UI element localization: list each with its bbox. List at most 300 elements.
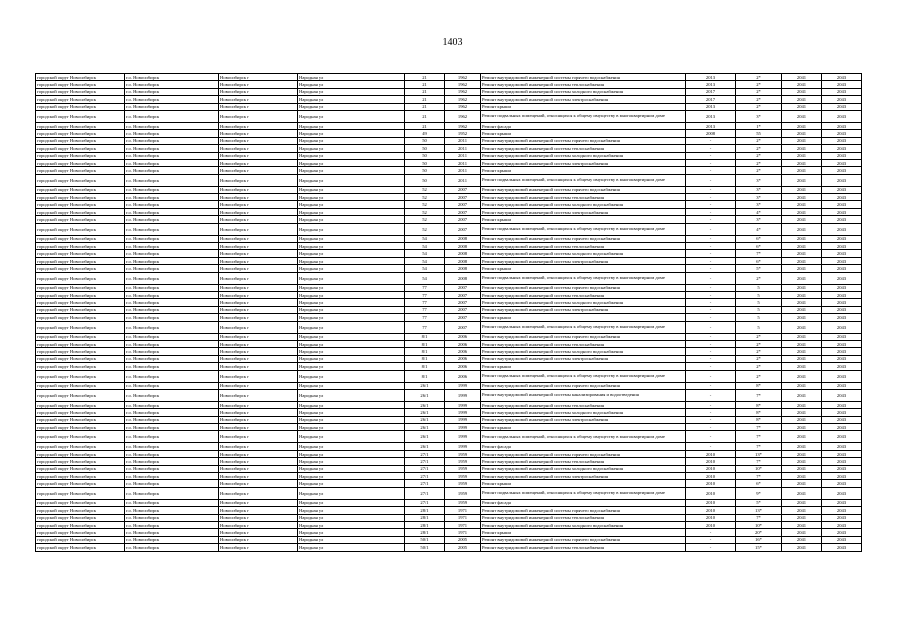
last-repair-cell: 2017 [686, 96, 736, 103]
district-cell: г.о. Новосибирск [125, 96, 219, 103]
municipality-cell: городской округ Новосибирск [36, 480, 125, 487]
work-type-cell: Ремонт подвальных помещений, относящихся к общему имуществу в многоквартирном доме [481, 272, 686, 284]
municipality-cell: городской округ Новосибирск [36, 487, 125, 499]
city-cell: Новосибирск г [219, 265, 298, 272]
district-cell: г.о. Новосибирск [125, 306, 219, 313]
city-cell: Новосибирск г [219, 333, 298, 340]
table-row [36, 145, 862, 152]
last-repair-cell: - [686, 529, 736, 536]
house-cell: 21 [405, 110, 445, 122]
city-cell: Новосибирск г [219, 145, 298, 152]
table-row [36, 103, 862, 110]
district-cell: г.о. Новосибирск [125, 416, 219, 423]
work-type-cell: Ремонт внутридомовой инженерной системы горячего водоснабжения [481, 333, 686, 340]
city-cell: Новосибирск г [219, 514, 298, 521]
period-to-cell: 2043 [822, 536, 862, 543]
built-year-cell: 1959 [445, 473, 481, 480]
district-cell: г.о. Новосибирск [125, 507, 219, 514]
city-cell: Новосибирск г [219, 74, 298, 81]
street-cell: Народная ул [298, 465, 405, 472]
work-type-cell: Ремонт подвальных помещений, относящихся к общему имуществу в многоквартирном доме [481, 174, 686, 186]
municipality-cell: городской округ Новосибирск [36, 216, 125, 223]
municipality-cell: городской округ Новосибирск [36, 389, 125, 401]
district-cell: г.о. Новосибирск [125, 145, 219, 152]
district-cell: г.о. Новосибирск [125, 284, 219, 291]
built-year-cell: 1959 [445, 450, 481, 457]
period-to-cell: 2043 [822, 314, 862, 321]
street-cell: Народная ул [298, 130, 405, 137]
period-from-cell: 2041 [782, 145, 822, 152]
last-repair-cell: - [686, 243, 736, 250]
built-year-cell: 2006 [445, 363, 481, 370]
work-type-cell: Ремонт внутридомовой инженерной системы холодного водоснабжения [481, 88, 686, 95]
house-cell: 50 [405, 159, 445, 166]
house-cell: 54 [405, 250, 445, 257]
priority-cell: 6* [736, 480, 782, 487]
period-to-cell: 2043 [822, 137, 862, 144]
built-year-cell: 1999 [445, 409, 481, 416]
city-cell: Новосибирск г [219, 409, 298, 416]
city-cell: Новосибирск г [219, 201, 298, 208]
work-type-cell: Ремонт внутридомовой инженерной системы горячего водоснабжения [481, 450, 686, 457]
district-cell: г.о. Новосибирск [125, 122, 219, 129]
period-to-cell: 2043 [822, 409, 862, 416]
period-from-cell: 2041 [782, 409, 822, 416]
built-year-cell: 2011 [445, 167, 481, 174]
built-year-cell: 1959 [445, 499, 481, 506]
house-cell: 8/1 [405, 348, 445, 355]
period-to-cell: 2043 [822, 122, 862, 129]
priority-cell: 2* [736, 88, 782, 95]
street-cell: Народная ул [298, 370, 405, 382]
priority-cell: 5* [736, 265, 782, 272]
last-repair-cell: - [686, 536, 736, 543]
last-repair-cell: - [686, 145, 736, 152]
table-row [36, 544, 862, 551]
table-row [36, 409, 862, 416]
municipality-cell: городской округ Новосибирск [36, 159, 125, 166]
built-year-cell: 2007 [445, 201, 481, 208]
work-type-cell: Ремонт внутридомовой инженерной системы теплоснабжения [481, 243, 686, 250]
priority-cell: 2* [736, 370, 782, 382]
period-from-cell: 2041 [782, 299, 822, 306]
house-cell: 26/1 [405, 424, 445, 431]
house-cell: 50 [405, 145, 445, 152]
district-cell: г.о. Новосибирск [125, 81, 219, 88]
built-year-cell: 2007 [445, 321, 481, 333]
city-cell: Новосибирск г [219, 382, 298, 389]
last-repair-cell: - [686, 216, 736, 223]
built-year-cell: 2006 [445, 355, 481, 362]
city-cell: Новосибирск г [219, 363, 298, 370]
last-repair-cell: - [686, 363, 736, 370]
table-row [36, 243, 862, 250]
table-row [36, 257, 862, 264]
period-from-cell: 2041 [782, 216, 822, 223]
street-cell: Народная ул [298, 257, 405, 264]
house-cell: 8/1 [405, 333, 445, 340]
priority-cell: 2* [736, 167, 782, 174]
table-row [36, 340, 862, 347]
work-type-cell: Ремонт внутридомовой инженерной системы электроснабжения [481, 355, 686, 362]
built-year-cell: 1999 [445, 431, 481, 443]
street-cell: Народная ул [298, 96, 405, 103]
work-type-cell: Ремонт крыши [481, 216, 686, 223]
city-cell: Новосибирск г [219, 487, 298, 499]
priority-cell: 5 [736, 291, 782, 298]
last-repair-cell: 2013 [686, 103, 736, 110]
municipality-cell: городской округ Новосибирск [36, 314, 125, 321]
house-cell: 54 [405, 265, 445, 272]
street-cell: Народная ул [298, 110, 405, 122]
district-cell: г.о. Новосибирск [125, 243, 219, 250]
period-to-cell: 2043 [822, 465, 862, 472]
last-repair-cell: - [686, 208, 736, 215]
period-to-cell: 2043 [822, 487, 862, 499]
period-to-cell: 2043 [822, 473, 862, 480]
municipality-cell: городской округ Новосибирск [36, 88, 125, 95]
street-cell: Народная ул [298, 306, 405, 313]
period-to-cell: 2043 [822, 208, 862, 215]
city-cell: Новосибирск г [219, 536, 298, 543]
priority-cell: 2* [736, 81, 782, 88]
street-cell: Народная ул [298, 536, 405, 543]
period-to-cell: 2043 [822, 291, 862, 298]
last-repair-cell: - [686, 355, 736, 362]
work-type-cell: Ремонт фасада [481, 122, 686, 129]
priority-cell: 6* [736, 235, 782, 242]
house-cell: 21 [405, 88, 445, 95]
built-year-cell: 1999 [445, 389, 481, 401]
street-cell: Народная ул [298, 487, 405, 499]
period-from-cell: 2041 [782, 314, 822, 321]
period-from-cell: 2041 [782, 465, 822, 472]
table-row [36, 480, 862, 487]
period-to-cell: 2043 [822, 174, 862, 186]
municipality-cell: городской округ Новосибирск [36, 348, 125, 355]
municipality-cell: городской округ Новосибирск [36, 340, 125, 347]
period-from-cell: 2041 [782, 370, 822, 382]
period-to-cell: 2043 [822, 194, 862, 201]
priority-cell: 3* [736, 174, 782, 186]
table-row [36, 348, 862, 355]
last-repair-cell: 2010 [686, 521, 736, 528]
period-to-cell: 2043 [822, 265, 862, 272]
work-type-cell: Ремонт внутридомовой инженерной системы теплоснабжения [481, 291, 686, 298]
house-cell: 77 [405, 306, 445, 313]
period-from-cell: 2041 [782, 194, 822, 201]
built-year-cell: 1959 [445, 480, 481, 487]
period-to-cell: 2043 [822, 186, 862, 193]
municipality-cell: городской округ Новосибирск [36, 81, 125, 88]
work-type-cell: Ремонт крыши [481, 480, 686, 487]
table-row [36, 431, 862, 443]
work-type-cell: Ремонт внутридомовой инженерной системы канализирования и водоотведения [481, 389, 686, 401]
municipality-cell: городской округ Новосибирск [36, 122, 125, 129]
period-from-cell: 2041 [782, 103, 822, 110]
built-year-cell: 2011 [445, 159, 481, 166]
priority-cell: 8* [736, 401, 782, 408]
street-cell: Народная ул [298, 382, 405, 389]
period-to-cell: 2043 [822, 443, 862, 450]
municipality-cell: городской округ Новосибирск [36, 458, 125, 465]
priority-cell: 3* [736, 186, 782, 193]
priority-cell: 2* [736, 152, 782, 159]
house-cell: 52 [405, 223, 445, 235]
period-from-cell: 2041 [782, 243, 822, 250]
street-cell: Народная ул [298, 88, 405, 95]
priority-cell: 20* [736, 529, 782, 536]
table-row [36, 122, 862, 129]
table-row [36, 314, 862, 321]
period-to-cell: 2043 [822, 382, 862, 389]
work-type-cell: Ремонт фасада [481, 443, 686, 450]
period-to-cell: 2043 [822, 130, 862, 137]
city-cell: Новосибирск г [219, 174, 298, 186]
table-row [36, 389, 862, 401]
house-cell: 52 [405, 201, 445, 208]
period-from-cell: 2041 [782, 306, 822, 313]
priority-cell: 3* [736, 201, 782, 208]
period-to-cell: 2043 [822, 416, 862, 423]
built-year-cell: 2005 [445, 544, 481, 551]
priority-cell: 6* [736, 257, 782, 264]
last-repair-cell: - [686, 257, 736, 264]
house-cell: 27/1 [405, 499, 445, 506]
work-type-cell: Ремонт подвальных помещений, относящихся к общему имуществу в многоквартирном доме [481, 431, 686, 443]
period-to-cell: 2043 [822, 159, 862, 166]
period-to-cell: 2043 [822, 243, 862, 250]
city-cell: Новосибирск г [219, 370, 298, 382]
work-type-cell: Ремонт крыши [481, 529, 686, 536]
house-cell: 21 [405, 103, 445, 110]
street-cell: Народная ул [298, 409, 405, 416]
district-cell: г.о. Новосибирск [125, 389, 219, 401]
priority-cell: 5 [736, 299, 782, 306]
municipality-cell: городской округ Новосибирск [36, 465, 125, 472]
district-cell: г.о. Новосибирск [125, 265, 219, 272]
last-repair-cell: 2013 [686, 81, 736, 88]
municipality-cell: городской округ Новосибирск [36, 306, 125, 313]
street-cell: Народная ул [298, 265, 405, 272]
priority-cell: 5* [736, 499, 782, 506]
period-from-cell: 2041 [782, 473, 822, 480]
street-cell: Народная ул [298, 81, 405, 88]
house-cell: 26/1 [405, 409, 445, 416]
municipality-cell: городской округ Новосибирск [36, 382, 125, 389]
municipality-cell: городской округ Новосибирск [36, 450, 125, 457]
period-from-cell: 2041 [782, 96, 822, 103]
period-to-cell: 2043 [822, 529, 862, 536]
last-repair-cell: - [686, 159, 736, 166]
last-repair-cell: 2010 [686, 473, 736, 480]
city-cell: Новосибирск г [219, 272, 298, 284]
table-row [36, 152, 862, 159]
municipality-cell: городской округ Новосибирск [36, 499, 125, 506]
table-row [36, 284, 862, 291]
table-row [36, 536, 862, 543]
street-cell: Народная ул [298, 514, 405, 521]
district-cell: г.о. Новосибирск [125, 514, 219, 521]
period-to-cell: 2043 [822, 272, 862, 284]
period-from-cell: 2041 [782, 401, 822, 408]
district-cell: г.о. Новосибирск [125, 544, 219, 551]
built-year-cell: 1971 [445, 507, 481, 514]
work-type-cell: Ремонт крыши [481, 363, 686, 370]
street-cell: Народная ул [298, 74, 405, 81]
city-cell: Новосибирск г [219, 216, 298, 223]
city-cell: Новосибирск г [219, 499, 298, 506]
municipality-cell: городской округ Новосибирск [36, 514, 125, 521]
district-cell: г.о. Новосибирск [125, 521, 219, 528]
priority-cell: 2* [736, 355, 782, 362]
house-cell: 26/1 [405, 401, 445, 408]
period-from-cell: 2041 [782, 137, 822, 144]
street-cell: Народная ул [298, 401, 405, 408]
municipality-cell: городской округ Новосибирск [36, 167, 125, 174]
city-cell: Новосибирск г [219, 424, 298, 431]
house-cell: 54 [405, 272, 445, 284]
district-cell: г.о. Новосибирск [125, 480, 219, 487]
house-cell: 77 [405, 291, 445, 298]
district-cell: г.о. Новосибирск [125, 536, 219, 543]
period-to-cell: 2043 [822, 355, 862, 362]
last-repair-cell: - [686, 250, 736, 257]
period-to-cell: 2043 [822, 235, 862, 242]
table-row [36, 110, 862, 122]
work-type-cell: Ремонт внутридомовой инженерной системы теплоснабжения [481, 145, 686, 152]
street-cell: Народная ул [298, 103, 405, 110]
municipality-cell: городской округ Новосибирск [36, 201, 125, 208]
city-cell: Новосибирск г [219, 544, 298, 551]
city-cell: Новосибирск г [219, 416, 298, 423]
built-year-cell: 2008 [445, 250, 481, 257]
city-cell: Новосибирск г [219, 348, 298, 355]
built-year-cell: 1962 [445, 88, 481, 95]
municipality-cell: городской округ Новосибирск [36, 409, 125, 416]
street-cell: Народная ул [298, 284, 405, 291]
street-cell: Народная ул [298, 152, 405, 159]
district-cell: г.о. Новосибирск [125, 216, 219, 223]
city-cell: Новосибирск г [219, 186, 298, 193]
built-year-cell: 2006 [445, 348, 481, 355]
table-row [36, 514, 862, 521]
built-year-cell: 2007 [445, 186, 481, 193]
period-from-cell: 2041 [782, 159, 822, 166]
work-type-cell: Ремонт внутридомовой инженерной системы теплоснабжения [481, 401, 686, 408]
work-type-cell: Ремонт внутридомовой инженерной системы горячего водоснабжения [481, 284, 686, 291]
table-row [36, 473, 862, 480]
priority-cell: 7* [736, 389, 782, 401]
priority-cell: 4* [736, 223, 782, 235]
work-type-cell: Ремонт подвальных помещений, относящихся к общему имуществу в многоквартирном доме [481, 321, 686, 333]
district-cell: г.о. Новосибирск [125, 201, 219, 208]
built-year-cell: 1962 [445, 103, 481, 110]
district-cell: г.о. Новосибирск [125, 321, 219, 333]
house-cell: 21 [405, 96, 445, 103]
period-from-cell: 2041 [782, 122, 822, 129]
built-year-cell: 2006 [445, 370, 481, 382]
priority-cell: 2* [736, 145, 782, 152]
city-cell: Новосибирск г [219, 88, 298, 95]
city-cell: Новосибирск г [219, 96, 298, 103]
house-cell: 27/1 [405, 465, 445, 472]
work-type-cell: Ремонт внутридомовой инженерной системы теплоснабжения [481, 514, 686, 521]
period-to-cell: 2043 [822, 514, 862, 521]
city-cell: Новосибирск г [219, 235, 298, 242]
priority-cell: 3* [736, 216, 782, 223]
municipality-cell: городской округ Новосибирск [36, 74, 125, 81]
table-row [36, 291, 862, 298]
street-cell: Народная ул [298, 235, 405, 242]
house-cell: 26/1 [405, 431, 445, 443]
municipality-cell: городской округ Новосибирск [36, 443, 125, 450]
district-cell: г.о. Новосибирск [125, 370, 219, 382]
period-to-cell: 2043 [822, 499, 862, 506]
priority-cell: 3* [736, 110, 782, 122]
house-cell: 8/1 [405, 363, 445, 370]
table-row [36, 355, 862, 362]
district-cell: г.о. Новосибирск [125, 299, 219, 306]
built-year-cell: 1999 [445, 382, 481, 389]
district-cell: г.о. Новосибирск [125, 424, 219, 431]
priority-cell: 16* [736, 536, 782, 543]
table-row [36, 88, 862, 95]
last-repair-cell: - [686, 340, 736, 347]
municipality-cell: городской округ Новосибирск [36, 145, 125, 152]
district-cell: г.о. Новосибирск [125, 186, 219, 193]
municipality-cell: городской округ Новосибирск [36, 235, 125, 242]
work-type-cell: Ремонт крыши [481, 265, 686, 272]
work-type-cell: Ремонт внутридомовой инженерной системы теплоснабжения [481, 340, 686, 347]
street-cell: Народная ул [298, 348, 405, 355]
house-cell: 52 [405, 186, 445, 193]
period-from-cell: 2041 [782, 272, 822, 284]
municipality-cell: городской округ Новосибирск [36, 265, 125, 272]
work-type-cell: Ремонт внутридомовой инженерной системы горячего водоснабжения [481, 382, 686, 389]
city-cell: Новосибирск г [219, 389, 298, 401]
period-from-cell: 2041 [782, 167, 822, 174]
district-cell: г.о. Новосибирск [125, 152, 219, 159]
period-from-cell: 2041 [782, 416, 822, 423]
city-cell: Новосибирск г [219, 103, 298, 110]
house-cell: 49 [405, 130, 445, 137]
built-year-cell: 1962 [445, 74, 481, 81]
work-type-cell: Ремонт внутридомовой инженерной системы электроснабжения [481, 208, 686, 215]
priority-cell: 13* [736, 450, 782, 457]
priority-cell: 2* [736, 103, 782, 110]
priority-cell: 10* [736, 521, 782, 528]
house-cell: 26/1 [405, 389, 445, 401]
house-cell: 8/1 [405, 370, 445, 382]
district-cell: г.о. Новосибирск [125, 465, 219, 472]
municipality-cell: городской округ Новосибирск [36, 174, 125, 186]
built-year-cell: 2007 [445, 208, 481, 215]
district-cell: г.о. Новосибирск [125, 88, 219, 95]
built-year-cell: 2007 [445, 291, 481, 298]
table-row [36, 416, 862, 423]
built-year-cell: 1971 [445, 521, 481, 528]
last-repair-cell: - [686, 321, 736, 333]
priority-cell: 5 [736, 314, 782, 321]
district-cell: г.о. Новосибирск [125, 348, 219, 355]
district-cell: г.о. Новосибирск [125, 450, 219, 457]
priority-cell: 2* [736, 137, 782, 144]
city-cell: Новосибирск г [219, 355, 298, 362]
municipality-cell: городской округ Новосибирск [36, 291, 125, 298]
priority-cell: 2* [736, 340, 782, 347]
priority-cell: 7* [736, 431, 782, 443]
